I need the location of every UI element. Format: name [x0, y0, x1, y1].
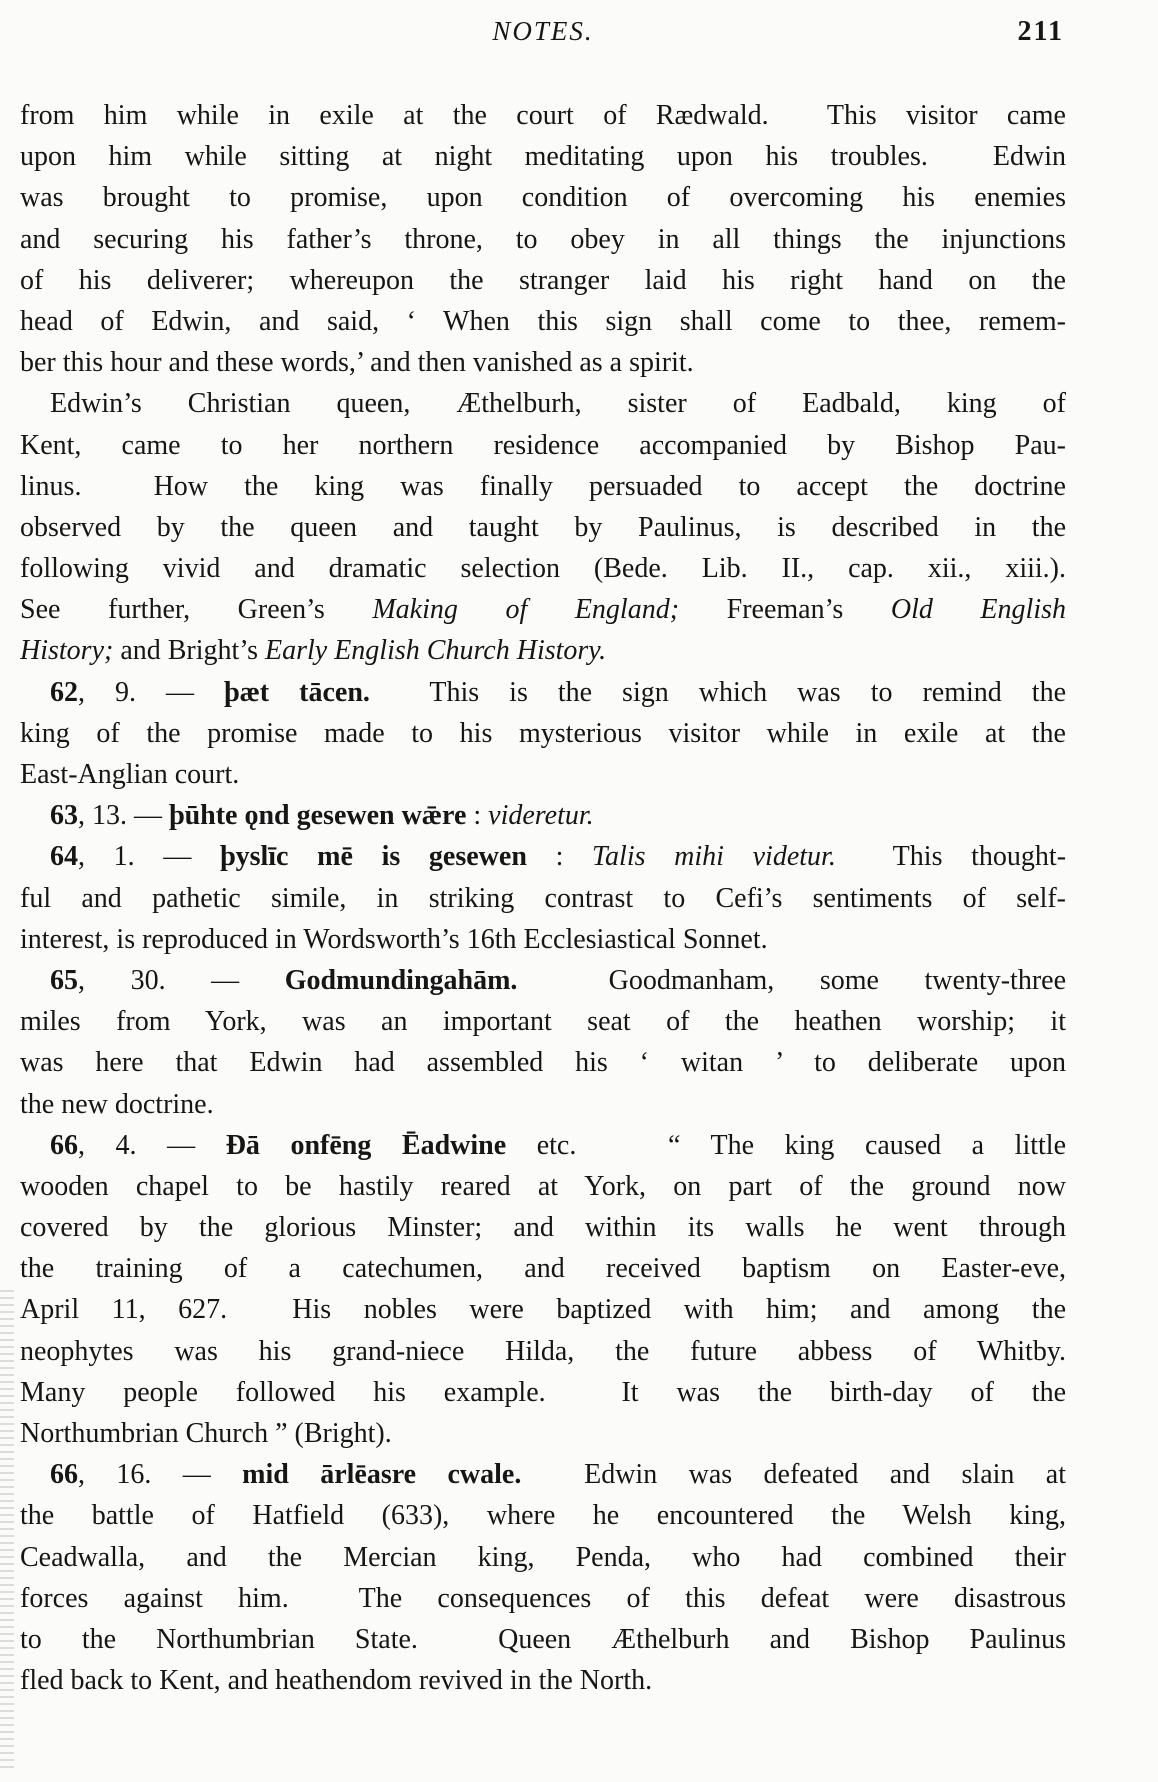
bold-headword: 65 [50, 964, 78, 996]
text-run: following vivid and dramatic selection (Bede. Lib. II., cap. xii., xiii.). [20, 553, 1066, 585]
text-line [20, 507, 1066, 548]
text-run: Goodmanham, some twenty-three [517, 964, 1066, 996]
text-line [20, 1495, 1066, 1536]
bold-headword: þæt tācen. [224, 676, 370, 708]
text-run: fled back to Kent, and heathendom revived in the North. [20, 1665, 653, 1697]
text-run: Edwin was defeated and slain at [521, 1459, 1066, 1491]
text-run: the training of a catechumen, and received baptism on Easter-eve, [20, 1253, 1066, 1285]
text-line [20, 630, 1066, 671]
text-run: the new doctrine. [20, 1088, 214, 1120]
page-number: 211 [1017, 16, 1064, 47]
bold-headword: 62 [50, 676, 78, 708]
paragraph-start-line [20, 383, 1066, 424]
text-run: observed by the queen and taught by Paulinus, is described in the [20, 511, 1066, 543]
text-line [20, 1248, 1066, 1289]
text-line [20, 1001, 1066, 1042]
text-run: : [526, 841, 593, 873]
text-run: : [466, 800, 489, 832]
text-run: ber this hour and these words,’ and then vanished as a spirit. [20, 347, 694, 379]
italic-text: Old English [890, 594, 1066, 626]
bold-headword: 66 [50, 1459, 78, 1491]
bold-headword: 63 [50, 800, 78, 832]
running-head: NOTES. [492, 16, 594, 46]
bold-headword: þūhte ǫnd gesewen wǣre [169, 800, 467, 832]
text-run: covered by the glorious Minster; and within its walls he went through [20, 1212, 1066, 1244]
text-run: was brought to promise, upon condition of overcoming his enemies [20, 182, 1066, 214]
text-run: , 30. — [78, 964, 285, 996]
text-run: Northumbrian Church ” (Bright). [20, 1418, 392, 1449]
text-line [20, 342, 1066, 383]
text-run: Ceadwalla, and the Mercian king, Penda, who had combined their [20, 1541, 1066, 1573]
paragraph-start-line [20, 795, 1066, 836]
text-run: , 4. — [78, 1129, 226, 1161]
text-run: East-Anglian court. [20, 759, 240, 790]
bold-headword: 66 [50, 1129, 78, 1161]
text-line [20, 713, 1066, 754]
text-run: and Bright’s [113, 635, 265, 667]
text-line [20, 425, 1066, 466]
text-run: wooden chapel to be hastily reared at York, on part of the ground now [20, 1170, 1066, 1202]
text-line [20, 1084, 1066, 1125]
text-line [20, 1331, 1066, 1372]
text-line [20, 1413, 1066, 1454]
text-line [20, 878, 1066, 919]
paragraph-start-line [20, 836, 1066, 877]
text-run: This thought- [835, 841, 1066, 873]
bold-headword: þyslīc mē is gesewen [220, 841, 527, 873]
text-run: upon him while sitting at night meditating upon his troubles. Edwin [20, 141, 1066, 173]
paragraph-start-line [20, 1454, 1066, 1495]
text-run: of his deliverer; whereupon the stranger laid his right hand on the [20, 264, 1066, 296]
text-line [20, 219, 1066, 260]
paragraph-start-line [20, 672, 1066, 713]
text-run: , 13. — [78, 800, 169, 832]
text-run: Many people followed his example. It was the birth-day of the [20, 1376, 1066, 1408]
bold-headword: Đā onfēng Ēadwine [225, 1129, 507, 1161]
text-run: Freeman’s [679, 594, 891, 626]
text-run: to the Northumbrian State. Queen Æthelburh and Bishop Paulinus [20, 1623, 1066, 1655]
italic-text: History; [20, 635, 114, 667]
paragraph-start-line [20, 960, 1066, 1001]
text-run: ful and pathetic simile, in striking contrast to Cefi’s sentiments of self- [20, 882, 1066, 914]
bold-headword: Godmundingahām. [284, 964, 518, 996]
text-line [20, 1537, 1066, 1578]
text-run: This is the sign which was to remind the [369, 676, 1066, 708]
text-line [20, 1660, 1066, 1701]
text-line [20, 1289, 1066, 1330]
text-line [20, 260, 1066, 301]
text-run: and securing his father’s throne, to obey in all things the injunctions [20, 223, 1066, 255]
italic-text: Early English Church History. [265, 635, 607, 667]
notes-body [20, 95, 1066, 1701]
text-run: head of Edwin, and said, ‘ When this sign shall come to thee, remem- [20, 305, 1066, 337]
text-line [20, 301, 1066, 342]
text-run: linus. How the king was finally persuaded to accept the doctrine [20, 470, 1066, 502]
text-run: etc. “ The king caused a little [506, 1129, 1066, 1161]
bold-headword: 64 [50, 841, 78, 873]
italic-text: videretur. [488, 800, 594, 832]
text-line [20, 136, 1066, 177]
text-line [20, 1372, 1066, 1413]
text-line [20, 466, 1066, 507]
text-run: miles from York, was an important seat of the heathen worship; it [20, 1006, 1066, 1038]
text-run: See further, Green’s [20, 594, 373, 626]
text-line [20, 1166, 1066, 1207]
text-run: interest, is reproduced in Wordsworth’s 16th Ecclesiastical Sonnet. [20, 923, 768, 955]
text-line [20, 754, 1066, 795]
italic-text: Talis mihi videtur. [592, 841, 836, 873]
text-line [20, 95, 1066, 136]
text-run: Edwin’s Christian queen, Æthelburh, sister of Eadbald, king of [50, 388, 1066, 420]
text-run: from him while in exile at the court of Rædwald. This visitor came [20, 100, 1066, 131]
italic-text: Making of England; [372, 594, 680, 626]
text-run: was here that Edwin had assembled his ‘ witan ’ to deliberate upon [20, 1047, 1066, 1079]
text-line [20, 548, 1066, 589]
text-line [20, 589, 1066, 630]
paragraph-start-line [20, 1125, 1066, 1166]
text-line [20, 919, 1066, 960]
text-line [20, 177, 1066, 218]
bold-headword: mid ārlēasre cwale. [242, 1459, 522, 1491]
text-run: , 1. — [78, 841, 221, 873]
text-run: the battle of Hatfield (633), where he encountered the Welsh king, [20, 1500, 1066, 1532]
text-run: , 9. — [78, 676, 225, 708]
text-run: king of the promise made to his mysterious visitor while in exile at the [20, 717, 1066, 749]
text-run: April 11, 627. His nobles were baptized with him; and among the [20, 1294, 1066, 1326]
text-run: , 16. — [78, 1459, 243, 1491]
text-run: neophytes was his grand-niece Hilda, the future abbess of Whitby. [20, 1335, 1066, 1367]
text-run: forces against him. The consequences of this defeat were disastrous [20, 1582, 1066, 1614]
text-line [20, 1578, 1066, 1619]
text-line [20, 1619, 1066, 1660]
text-run: Kent, came to her northern residence accompanied by Bishop Pau- [20, 429, 1066, 461]
text-line [20, 1042, 1066, 1083]
text-line [20, 1207, 1066, 1248]
scan-margin-speckle [0, 1290, 14, 1770]
